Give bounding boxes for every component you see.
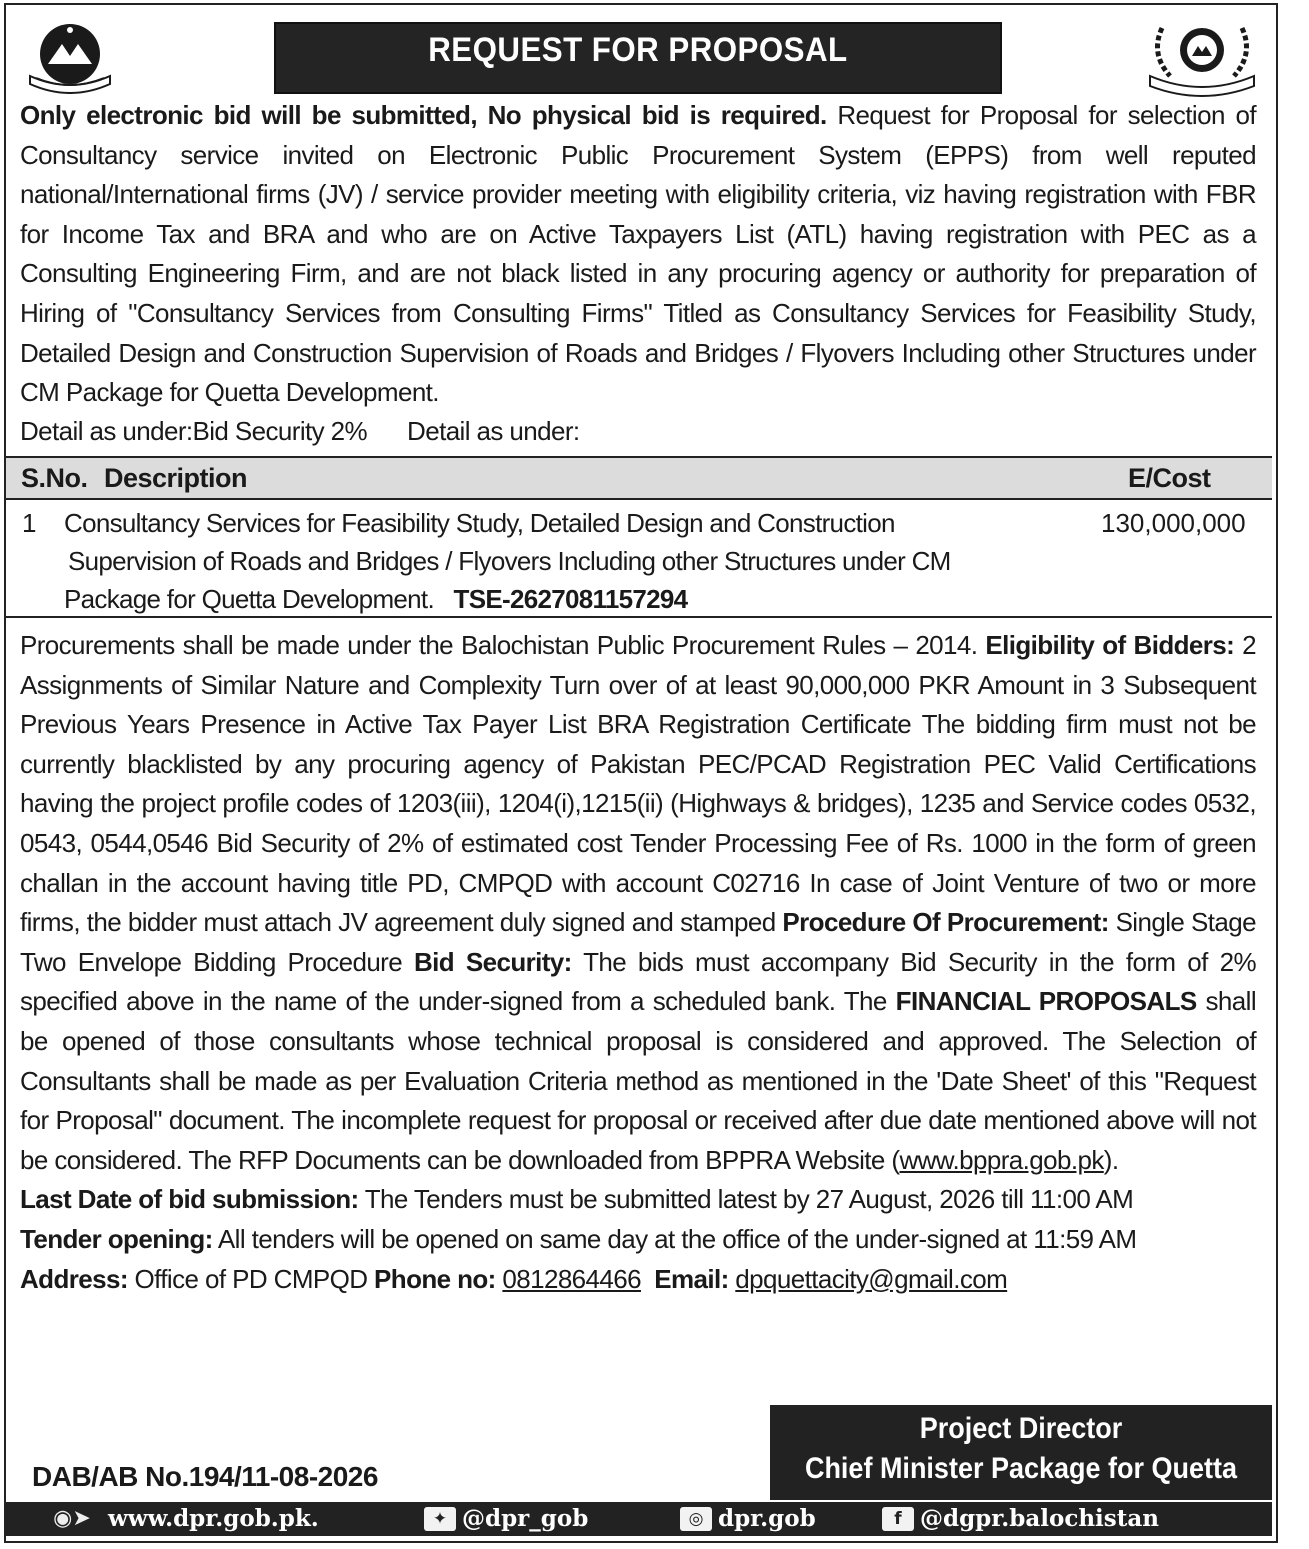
header-description: Description <box>104 463 248 493</box>
text-selection: shall be opened of those consultants whose technical proposal is considered and approved. The Selection of Consultants shall be made as per Evaluation Criteria method as mentioned in the 'Date Sheet' of this "Request for Proposal" document. The incomplete request for proposal or received after due date mentioned above will not be considered. The RFP Documents can be downloaded from BPPRA Website ( <box>20 986 1256 1175</box>
row-desc-line3: Package for Quetta Development. <box>64 584 434 614</box>
row-cost: 130,000,000 <box>1101 508 1246 538</box>
footer-bar <box>6 1502 1272 1536</box>
label-last-date: Last Date of bid submission: <box>20 1184 359 1215</box>
footer-instagram-text: dpr.gob <box>718 1505 816 1532</box>
main-paragraph <box>20 626 1256 1299</box>
row-desc-line1: Consultancy Services for Feasibility Study, Detailed Design and Construction <box>64 508 895 538</box>
text-bid-security: The bids must accompany Bid Security in the form of 2% specified above in the name of the under-signed from a scheduled bank. The <box>20 946 1256 1017</box>
signature-title: Project Director <box>919 1412 1123 1445</box>
footer-facebook-text: @dgpr.balochistan <box>920 1505 1159 1532</box>
page-title: REQUEST FOR PROPOSAL <box>274 22 1002 94</box>
text-closing: ). <box>1103 1144 1119 1175</box>
label-phone: Phone no: <box>374 1263 496 1294</box>
text-rules: Procurements shall be made under the Balochistan Public Procurement Rules – 2014. <box>20 630 986 660</box>
footer-website[interactable] <box>42 1502 319 1536</box>
detail-line <box>20 412 580 451</box>
table-divider <box>6 616 1272 618</box>
dgpr-emblem-icon <box>1140 14 1264 98</box>
globe-icon: ◉➤ <box>53 1506 91 1531</box>
row-desc-line2: Supervision of Roads and Bridges / Flyovers Including other Structures under CM <box>68 546 951 576</box>
header-sno: S.No. <box>21 463 88 493</box>
label-address: Address: <box>20 1263 128 1294</box>
label-eligibility: Eligibility of Bidders: <box>985 630 1235 660</box>
twitter-icon: ✦ <box>424 1507 456 1531</box>
bppra-website-link[interactable]: www.bppra.gob.pk <box>899 1144 1104 1175</box>
reference-number: DAB/AB No.194/11-08-2026 <box>32 1461 378 1492</box>
intro-text: Request for Proposal for selection of Consultancy service invited on Electronic Public Procurement System (EPPS) from well reputed national/International firms (JV) / service provider meeting with eligibility criteria, viz having registration with FBR for Income Tax and BRA and who are on Active Taxpayers List (ATL) having registration with PEC as a Consulting Engineering Firm, and are not black listed in any procuring agency or authority for preparation of Hiring of "Consultancy Services from Consulting Firms" Titled as Consultancy Services for Feasibility Study, Detailed Design and Construction Supervision of Roads and Bridges / Flyovers Including other Structures under CM Package for Quetta Development. <box>20 100 1257 408</box>
tender-number: TSE-2627081157294 <box>453 584 688 614</box>
text-eligibility: 2 Assignments of Similar Nature and Complexity Turn over of at least 90,000,000 PKR Amount in 3 Subsequent Previous Years Presence in Active Tax Payer List BRA Registration Certificate The bidding firm must not be currently blacklisted by any procuring agency of Pakistan PEC/PCAD Registration PEC Valid Certifications having the project profile codes of 1203(iii), 1204(i),1215(ii) (Highways & bridges), 1235 and Service codes 0532, 0543, 0544,0546 Bid Security of 2% of estimated cost Tender Processing Fee of Rs. 1000 in the form of green challan in the account having title PD, CMPQD with account C02716 In case of Joint Venture of two or more firms, the bidder must attach JV agreement duly signed and stamped <box>20 630 1256 938</box>
text-address: Office of PD CMPQD <box>127 1263 375 1294</box>
text-last-date: The Tenders must be submitted latest by 27 August, 2026 till 11:00 AM <box>358 1184 1134 1215</box>
table-row <box>6 500 1272 616</box>
row-sno: 1 <box>22 508 37 538</box>
detail-as-under: Detail as under: <box>407 416 580 446</box>
text-tender-opening: All tenders will be opened on same day at the office of the under-signed at 11:59 AM <box>212 1223 1137 1254</box>
text-procedure: Single Stage Two Envelope Bidding Procedure <box>20 907 1256 977</box>
intro-bold-notice: Only electronic bid will be submitted, No physical bid is required. <box>20 100 827 130</box>
detail-bid-security: Detail as under:Bid Security 2% <box>20 416 368 446</box>
balochistan-emblem-icon <box>22 14 118 94</box>
footer-twitter[interactable] <box>424 1502 588 1536</box>
signature-block <box>770 1405 1272 1500</box>
phone-link[interactable]: 0812864466 <box>502 1263 641 1294</box>
footer-instagram[interactable] <box>680 1502 816 1536</box>
instagram-icon: ◎ <box>680 1507 712 1531</box>
footer-website-text: www.dpr.gob.pk. <box>108 1505 319 1532</box>
table-header <box>6 456 1272 500</box>
label-email: Email: <box>654 1263 729 1294</box>
label-bid-security: Bid Security: <box>413 946 572 977</box>
signature-office: Chief Minister Package for Quetta <box>804 1452 1238 1485</box>
facebook-icon: f <box>882 1507 914 1531</box>
header-cost: E/Cost <box>1128 463 1211 493</box>
label-procedure: Procedure Of Procurement: <box>782 907 1109 938</box>
footer-facebook[interactable] <box>882 1502 1159 1536</box>
label-financial-proposals: FINANCIAL PROPOSALS <box>895 986 1197 1017</box>
email-link[interactable]: dpquettacity@gmail.com <box>735 1263 1008 1294</box>
row-description <box>64 504 1064 618</box>
footer-twitter-text: @dpr_gob <box>462 1505 589 1532</box>
intro-paragraph <box>20 96 1256 413</box>
label-tender-opening: Tender opening: <box>20 1223 213 1254</box>
